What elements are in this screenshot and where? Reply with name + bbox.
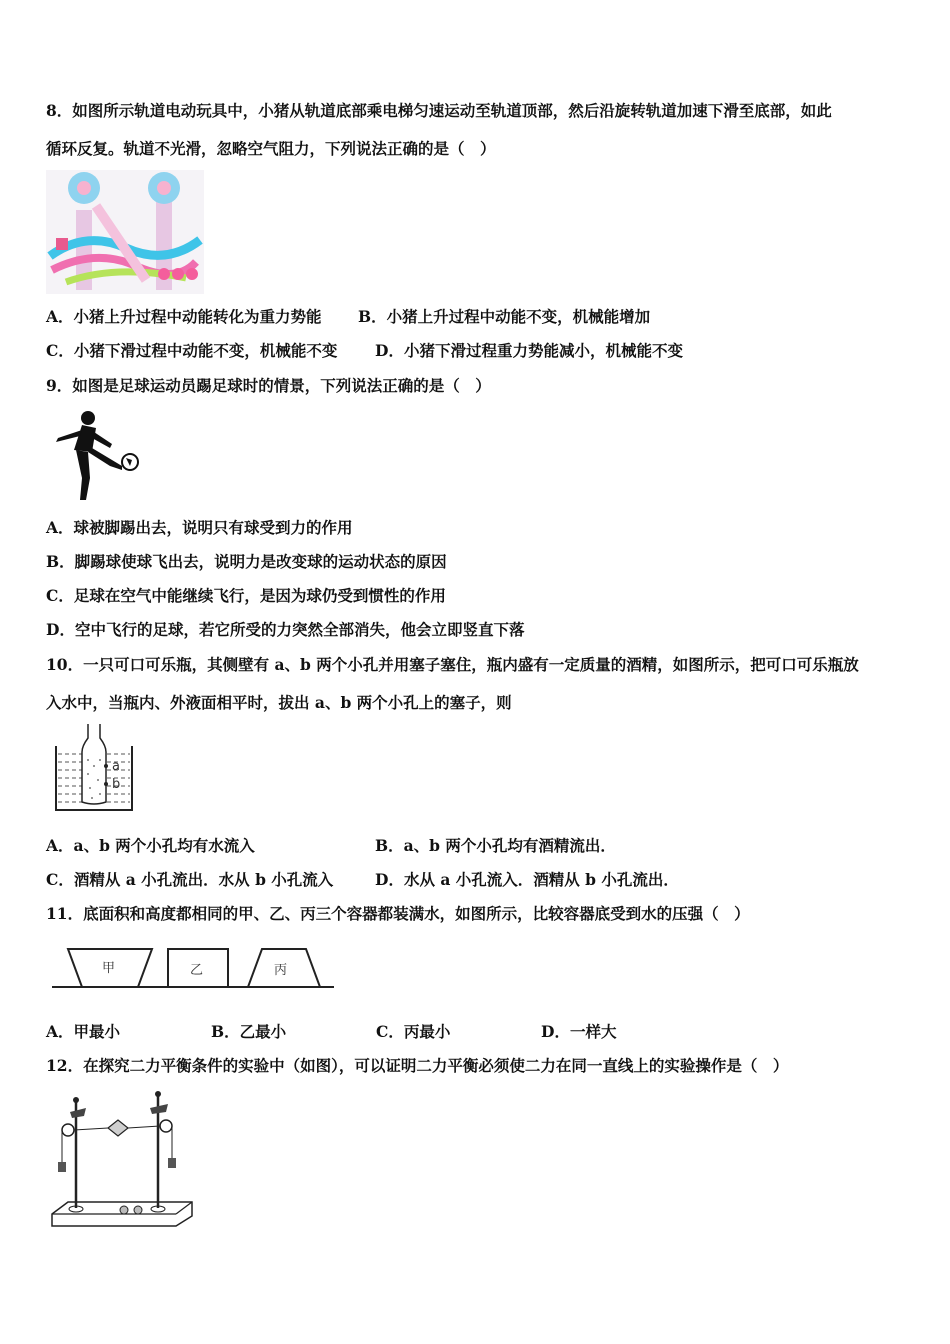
q8-option-c: C．小猪下滑过程中动能不变，机械能不变 bbox=[46, 341, 338, 360]
q8-option-a: A．小猪上升过程中动能转化为重力势能 bbox=[46, 307, 322, 326]
q10-hole-label-b: b bbox=[112, 777, 121, 792]
q12-two-force-balance-apparatus-figure bbox=[46, 1086, 196, 1230]
q9-option-a: A．球被脚踢出去，说明只有球受到力的作用 bbox=[46, 518, 353, 537]
q10-option-c: C．酒精从 a 小孔流出．水从 b 小孔流入 bbox=[46, 870, 334, 889]
q8-toy-track-figure bbox=[46, 170, 204, 294]
q9-option-b: B．脚踢球使球飞出去，说明力是改变球的运动状态的原因 bbox=[46, 552, 447, 571]
q11-three-containers-figure bbox=[52, 944, 336, 992]
q8-stem-line2: 循环反复。轨道不光滑，忽略空气阻力，下列说法正确的是（ ） bbox=[46, 139, 496, 158]
q10-stem-line1: 10．一只可口可乐瓶，其侧壁有 a、b 两个小孔并用塞子塞住，瓶内盛有一定质量的酒精，如图所示，把可口可乐瓶放 bbox=[46, 655, 859, 674]
q10-option-d: D．水从 a 小孔流入．酒精从 b 小孔流出． bbox=[375, 870, 679, 889]
container-label-jia: 甲 bbox=[102, 961, 116, 976]
q9-football-player-figure bbox=[52, 408, 144, 504]
q11-stem-line1: 11．底面积和高度都相同的甲、乙、丙三个容器都装满水，如图所示，比较容器底受到水的压强（ ） bbox=[46, 904, 750, 923]
q10-option-b: B．a、b 两个小孔均有酒精流出． bbox=[375, 836, 616, 855]
q9-option-d: D．空中飞行的足球，若它所受的力突然全部消失，他会立即竖直下落 bbox=[46, 620, 525, 639]
q8-option-b: B．小猪上升过程中动能不变，机械能增加 bbox=[358, 307, 651, 326]
q12-stem-line1: 12．在探究二力平衡条件的实验中（如图），可以证明二力平衡必须使二力在同一直线上的实验操作是（ ） bbox=[46, 1056, 789, 1075]
q10-option-a: A．a、b 两个小孔均有水流入 bbox=[46, 836, 255, 855]
q8-option-d: D．小猪下滑过程重力势能减小，机械能不变 bbox=[375, 341, 683, 360]
q11-option-c: C．丙最小 bbox=[376, 1022, 451, 1041]
q10-hole-label-a: a bbox=[112, 759, 120, 774]
q11-option-b: B．乙最小 bbox=[211, 1022, 287, 1041]
q8-stem-line1: 8．如图所示轨道电动玩具中，小猪从轨道底部乘电梯匀速运动至轨道顶部，然后沿旋转轨道加速下滑至底部，如此 bbox=[46, 101, 832, 120]
q11-option-a: A．甲最小 bbox=[46, 1022, 121, 1041]
container-label-yi: 乙 bbox=[190, 963, 204, 978]
q10-stem-line2: 入水中，当瓶内、外液面相平时，拔出 a、b 两个小孔上的塞子，则 bbox=[46, 693, 512, 712]
q11-option-d: D．一样大 bbox=[541, 1022, 617, 1041]
q9-option-c: C．足球在空气中能继续飞行，是因为球仍受到惯性的作用 bbox=[46, 586, 446, 605]
container-label-bing: 丙 bbox=[274, 963, 288, 978]
q9-stem-line1: 9．如图是足球运动员踢足球时的情景，下列说法正确的是（ ） bbox=[46, 376, 491, 395]
q10-bottle-in-water-figure bbox=[52, 722, 136, 814]
